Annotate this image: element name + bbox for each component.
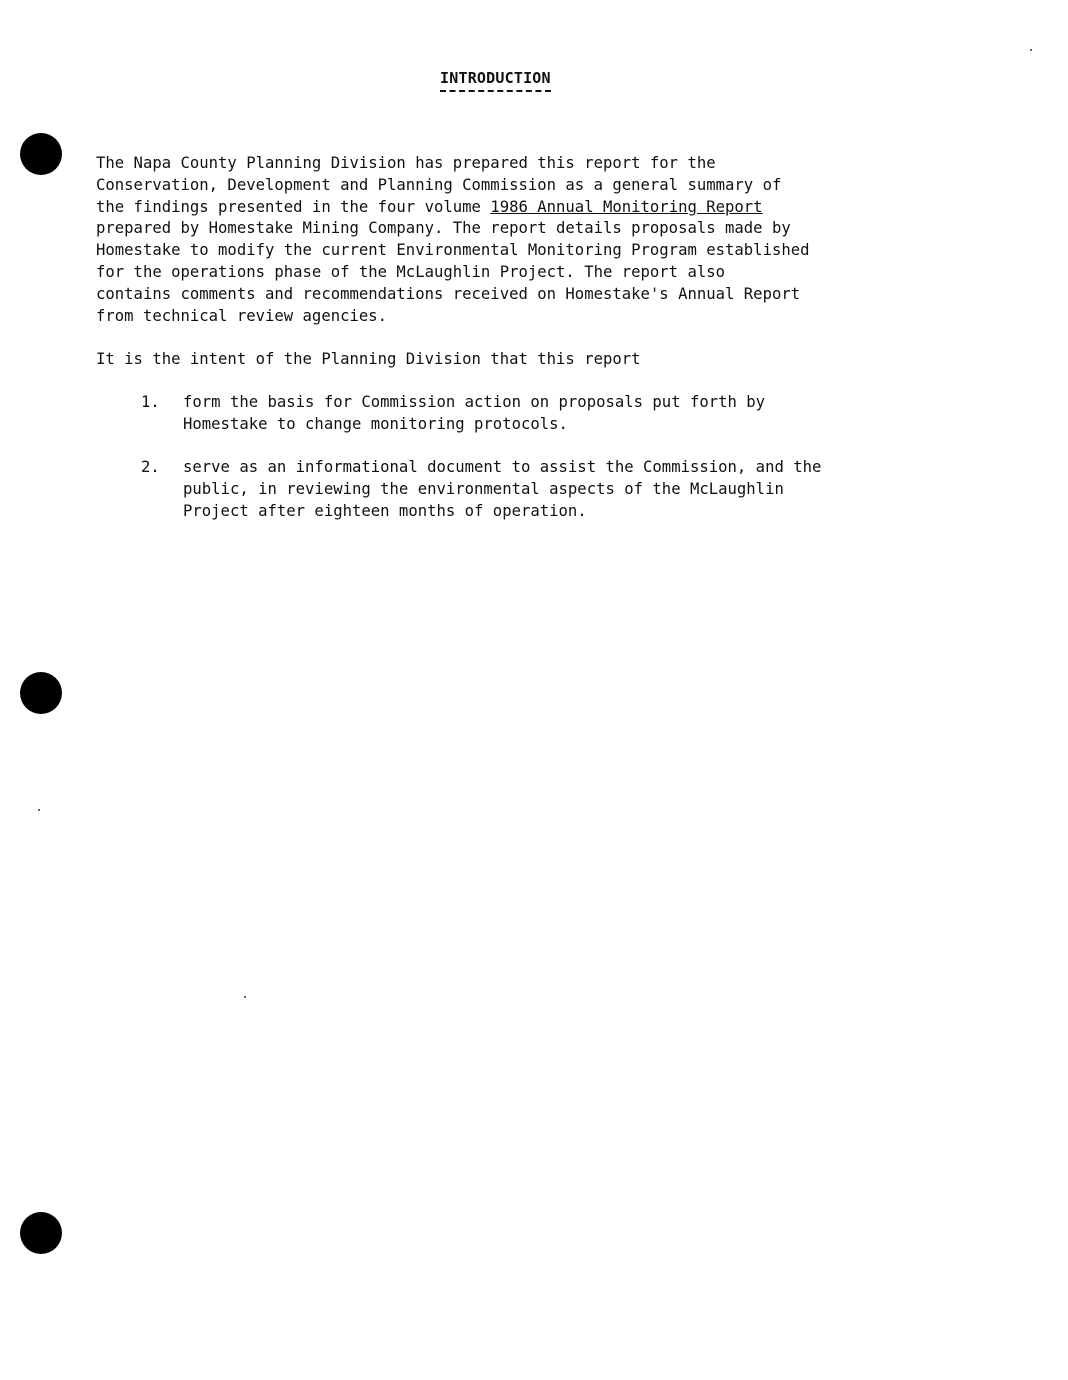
intent-paragraph: It is the intent of the Planning Division that this report	[96, 350, 641, 368]
list-item-number: 1.	[141, 393, 160, 411]
intro-line-3-text: the findings presented in the four volume	[96, 197, 491, 216]
intro-line-4: prepared by Homestake Mining Company. The report details proposals made by	[96, 219, 791, 238]
list-item-number: 2.	[141, 458, 160, 476]
punch-hole-bottom	[20, 1212, 62, 1254]
list-item-line: serve as an informational document to assist the Commission, and the	[183, 458, 822, 476]
intro-line-3	[96, 197, 956, 219]
scan-speck	[244, 996, 246, 998]
intro-line-7: contains comments and recommendations received on Homestake's Annual Report	[96, 284, 801, 303]
intro-line-6: for the operations phase of the McLaughlin Project. The report also	[96, 262, 726, 281]
scan-speck	[1030, 49, 1032, 51]
list-item-line: Homestake to change monitoring protocols.	[183, 414, 568, 433]
list-item-line: form the basis for Commission action on proposals put forth by	[183, 393, 766, 411]
list-item-text	[183, 392, 765, 436]
punch-hole-middle	[20, 672, 62, 714]
intro-line-2: Conservation, Development and Planning Commission as a general summary of	[96, 175, 782, 194]
intro-line-1: The Napa County Planning Division has prepared this report for the	[96, 154, 716, 172]
report-title-underlined: 1986 Annual Monitoring Report	[490, 197, 763, 216]
intro-line-8: from technical review agencies.	[96, 306, 388, 325]
list-item-line: public, in reviewing the environmental aspects of the McLaughlin	[183, 479, 784, 498]
intro-line-5: Homestake to modify the current Environmental Monitoring Program established	[96, 241, 810, 260]
list-item-text	[183, 457, 821, 522]
list-item-line: Project after eighteen months of operation.	[183, 501, 587, 520]
scan-speck	[38, 809, 40, 811]
punch-hole-top	[20, 133, 62, 175]
intro-paragraph	[96, 153, 956, 327]
page-title: INTRODUCTION	[440, 68, 551, 92]
